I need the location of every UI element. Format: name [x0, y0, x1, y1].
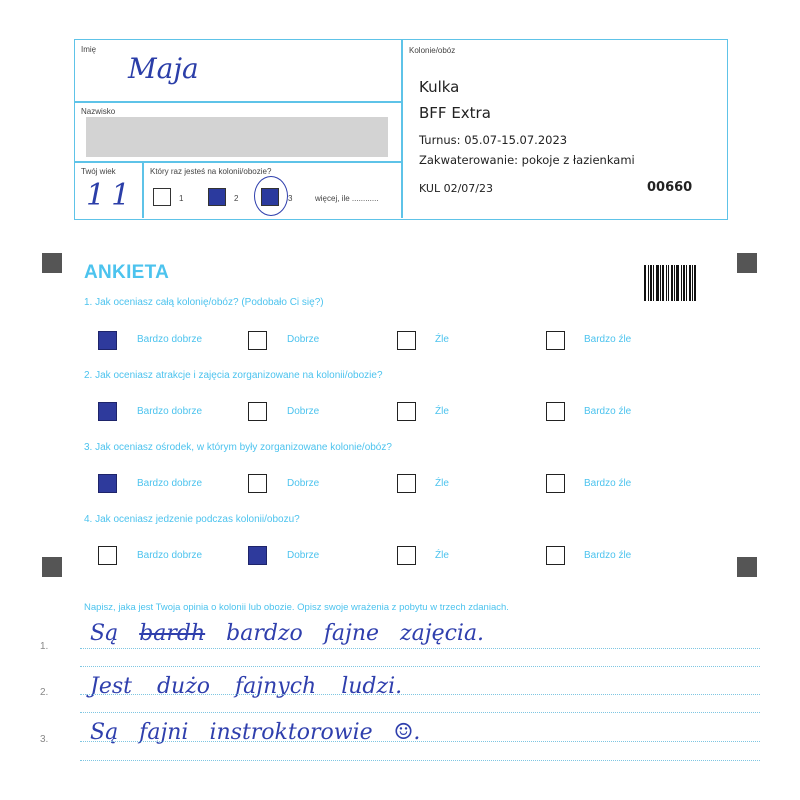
opinion-sentence-3[interactable]: Są fajni instroktorowie ☺.: [90, 720, 421, 745]
q2-option-bardzo-dobrze[interactable]: [98, 402, 117, 421]
q3-label-dobrze: Dobrze: [287, 478, 320, 489]
question-2: 2. Jak oceniasz atrakcje i zajęcia zorganizowane na kolonii/obozie?: [84, 370, 383, 381]
q2-option-bardzo-zle[interactable]: [546, 402, 565, 421]
writing-line-1b: [80, 666, 760, 667]
header-row-divider-2: [75, 161, 401, 163]
ktory-raz-checkbox-1[interactable]: [153, 188, 171, 206]
line-number-2: 2.: [40, 687, 49, 698]
header-divider: [401, 40, 403, 218]
q3-option-dobrze[interactable]: [248, 474, 267, 493]
age-divider: [142, 161, 144, 218]
kolonia-label: Kolonie/obóz: [409, 46, 456, 55]
wiecej-label: więcej, ile ............: [315, 194, 379, 203]
line-number-3: 3.: [40, 734, 49, 745]
sentence-1-end: bardzo fajne zajęcia.: [205, 621, 485, 646]
wiek-label: Twój wiek: [81, 167, 116, 176]
camp-code: KUL 02/07/23: [419, 182, 493, 195]
camp-program: BFF Extra: [419, 104, 491, 122]
q1-label-bardzo-dobrze: Bardzo dobrze: [137, 334, 203, 345]
q4-option-bardzo-zle[interactable]: [546, 546, 565, 565]
q2-option-dobrze[interactable]: [248, 402, 267, 421]
form-number: 00660: [647, 180, 693, 195]
q1-label-zle: Źle: [435, 334, 449, 345]
sentence-1-start: Są: [90, 621, 140, 646]
ktory-raz-checkbox-2[interactable]: [208, 188, 226, 206]
registration-marker-bottom-right: [737, 557, 757, 577]
ktory-raz-label: Który raz jesteś na kolonii/obozie?: [150, 167, 272, 176]
q2-label-zle: Źle: [435, 406, 449, 417]
q3-label-zle: Źle: [435, 478, 449, 489]
writing-line-3a: [80, 741, 760, 742]
line-number-1: 1.: [40, 641, 49, 652]
q4-label-dobrze: Dobrze: [287, 550, 320, 561]
q1-option-bardzo-zle[interactable]: [546, 331, 565, 350]
q4-option-bardzo-dobrze[interactable]: [98, 546, 117, 565]
q2-label-dobrze: Dobrze: [287, 406, 320, 417]
q2-label-bardzo-zle: Bardzo źle: [584, 406, 632, 417]
sentence-1-struck: bardh: [139, 621, 206, 646]
q1-option-zle[interactable]: [397, 331, 416, 350]
q1-option-dobrze[interactable]: [248, 331, 267, 350]
header-row-divider-1: [75, 101, 401, 103]
ktory-raz-label-3: 3: [288, 194, 293, 203]
survey-title: ANKIETA: [84, 262, 170, 283]
question-3: 3. Jak oceniasz ośrodek, w którym były zorganizowane kolonie/obóz?: [84, 442, 392, 453]
q1-label-bardzo-zle: Bardzo źle: [584, 334, 632, 345]
opinion-prompt: Napisz, jaka jest Twoja opinia o kolonii lub obozie. Opisz swoje wrażenia z pobytu w trzech zdaniach.: [84, 602, 509, 613]
nazwisko-redacted: [86, 117, 388, 157]
nazwisko-label: Nazwisko: [81, 107, 116, 116]
q2-label-bardzo-dobrze: Bardzo dobrze: [137, 406, 203, 417]
imie-label: Imię: [81, 45, 97, 54]
writing-line-3b: [80, 760, 760, 761]
question-1: 1. Jak oceniasz całą kolonię/obóz? (Podobało Ci się?): [84, 297, 324, 308]
ktory-raz-label-1: 1: [179, 194, 184, 203]
q4-label-bardzo-zle: Bardzo źle: [584, 550, 632, 561]
q3-option-zle[interactable]: [397, 474, 416, 493]
barcode: [644, 265, 699, 301]
q3-option-bardzo-zle[interactable]: [546, 474, 565, 493]
camp-name: Kulka: [419, 78, 460, 96]
q4-label-bardzo-dobrze: Bardzo dobrze: [137, 550, 203, 561]
opinion-sentence-2[interactable]: Jest dużo fajnych ludzi.: [90, 674, 403, 699]
registration-marker-top-left: [42, 253, 62, 273]
q3-label-bardzo-zle: Bardzo źle: [584, 478, 632, 489]
question-4: 4. Jak oceniasz jedzenie podczas kolonii/obozu?: [84, 514, 300, 525]
q4-label-zle: Źle: [435, 550, 449, 561]
ktory-raz-label-2: 2: [234, 194, 239, 203]
wiek-value: 11: [86, 178, 137, 213]
q1-label-dobrze: Dobrze: [287, 334, 320, 345]
q3-label-bardzo-dobrze: Bardzo dobrze: [137, 478, 203, 489]
q4-option-dobrze[interactable]: [248, 546, 267, 565]
writing-line-1a: [80, 648, 760, 649]
registration-marker-bottom-left: [42, 557, 62, 577]
imie-value: Maja: [128, 52, 199, 85]
turnus: Turnus: 05.07-15.07.2023: [419, 133, 568, 147]
writing-line-2b: [80, 712, 760, 713]
writing-line-2a: [80, 694, 760, 695]
registration-marker-top-right: [737, 253, 757, 273]
q2-option-zle[interactable]: [397, 402, 416, 421]
q3-option-bardzo-dobrze[interactable]: [98, 474, 117, 493]
q4-option-zle[interactable]: [397, 546, 416, 565]
q1-option-bardzo-dobrze[interactable]: [98, 331, 117, 350]
opinion-sentence-1[interactable]: [90, 621, 484, 646]
ktory-raz-circle: [254, 176, 288, 216]
zakwaterowanie: Zakwaterowanie: pokoje z łazienkami: [419, 153, 635, 167]
